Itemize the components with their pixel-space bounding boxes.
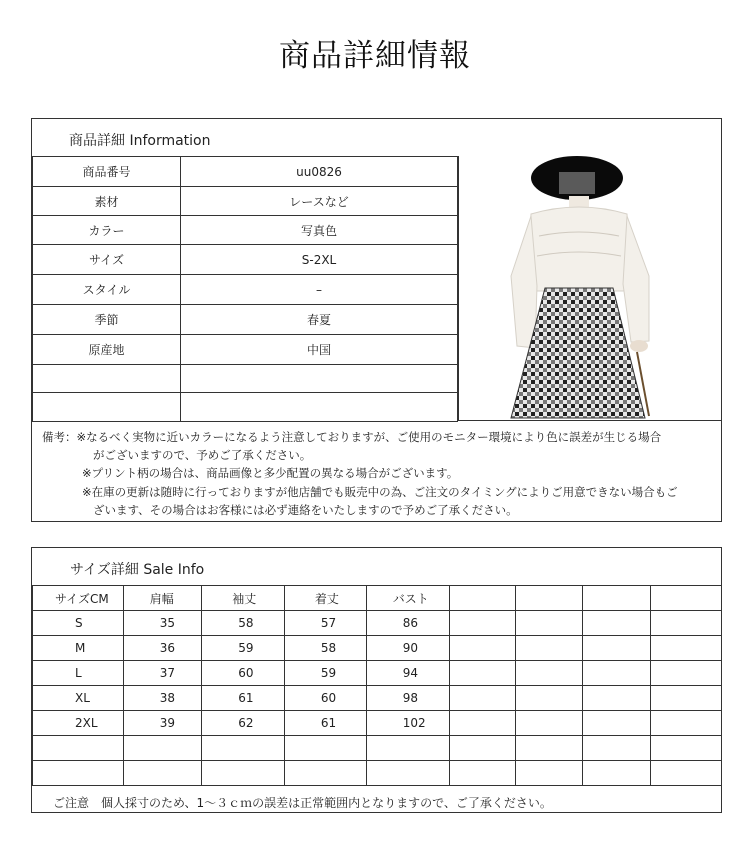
size-cell: 59: [284, 661, 366, 686]
size-cell: [651, 711, 722, 736]
note-line: がございますので、予めご了承ください。: [93, 448, 312, 462]
spec-row: [33, 365, 458, 393]
size-cell: 39: [123, 711, 202, 736]
size-cell: [582, 636, 651, 661]
size-cell: [651, 611, 722, 636]
size-cell: 61: [284, 711, 366, 736]
spec-row: [33, 393, 458, 422]
size-cell: 98: [366, 686, 449, 711]
size-row: [33, 661, 722, 686]
spec-label: 商品番号: [33, 157, 181, 187]
note-line: 備考：※なるべく実物に近いカラーになるよう注意しておりますが、ご使用のモニター環境により色に誤差が生じる場合: [42, 430, 662, 444]
size-cell: [582, 661, 651, 686]
size-cell: 37: [123, 661, 202, 686]
size-cell: L: [33, 661, 124, 686]
size-header-cell: [516, 586, 582, 611]
size-cell: 58: [202, 611, 285, 636]
size-cell: [33, 761, 124, 786]
size-cell: [202, 736, 285, 761]
size-cell: [366, 736, 449, 761]
spec-label: 素材: [33, 187, 181, 216]
spec-label: サイズ: [33, 245, 181, 275]
spec-row: [33, 305, 458, 335]
model-illustration: [459, 156, 721, 421]
spec-row: [33, 187, 458, 216]
size-header-cell: 袖丈: [202, 586, 285, 611]
size-cell: 58: [284, 636, 366, 661]
size-cell: [449, 711, 515, 736]
size-cell: [449, 761, 515, 786]
size-cell: [516, 661, 582, 686]
spec-value: [181, 393, 458, 422]
size-cell: 90: [366, 636, 449, 661]
size-row: [33, 736, 722, 761]
size-row: [33, 761, 722, 786]
size-cell: [449, 661, 515, 686]
size-cell: [449, 611, 515, 636]
size-cell: 35: [123, 611, 202, 636]
spec-value: 写真色: [181, 216, 458, 245]
size-cell: [582, 611, 651, 636]
size-cell: [516, 736, 582, 761]
size-cell: 59: [202, 636, 285, 661]
size-cell: 102: [366, 711, 449, 736]
size-cell: [123, 761, 202, 786]
size-header-cell: [651, 586, 722, 611]
size-cell: [449, 636, 515, 661]
spec-row: [33, 216, 458, 245]
spec-value: 春夏: [181, 305, 458, 335]
size-header-cell: 着丈: [284, 586, 366, 611]
spec-value: [181, 365, 458, 393]
size-row: [33, 686, 722, 711]
size-cell: [33, 736, 124, 761]
size-cell: 57: [284, 611, 366, 636]
spec-label: [33, 393, 181, 422]
spec-value: 中国: [181, 335, 458, 365]
size-cell: [516, 761, 582, 786]
note-line: ※プリント柄の場合は、商品画像と多少配置の異なる場合がございます。: [82, 466, 459, 480]
spec-label: スタイル: [33, 275, 181, 305]
size-cell: [366, 761, 449, 786]
spec-row: [33, 275, 458, 305]
size-header-cell: [449, 586, 515, 611]
spec-row: [33, 335, 458, 365]
size-row: [33, 711, 722, 736]
size-cell: [582, 736, 651, 761]
size-cell: 36: [123, 636, 202, 661]
spec-label: カラー: [33, 216, 181, 245]
note-line: ※在庫の更新は随時に行っておりますが他店舗でも販売中の為、ご注文のタイミングによりご用意できない場合もご: [82, 485, 678, 499]
size-cell: [202, 761, 285, 786]
size-cell: [651, 636, 722, 661]
size-heading: サイズ詳細 Sale Info: [70, 562, 205, 578]
size-header-row: [33, 586, 722, 611]
size-cell: 60: [202, 661, 285, 686]
size-cell: [449, 686, 515, 711]
size-cell: M: [33, 636, 124, 661]
size-header-cell: [582, 586, 651, 611]
spec-label: [33, 365, 181, 393]
detail-heading: 商品詳細 Information: [69, 133, 211, 149]
size-header: [32, 548, 721, 586]
size-cell: [516, 611, 582, 636]
note-line: ざいます、その場合はお客様には必ず連絡をいたしますので予めご了承ください。: [93, 503, 518, 517]
spec-value: S-2XL: [181, 245, 458, 275]
size-cell: [516, 711, 582, 736]
size-cell: [449, 736, 515, 761]
size-cell: [651, 736, 722, 761]
size-cell: 38: [123, 686, 202, 711]
size-cell: [651, 686, 722, 711]
size-row: [33, 636, 722, 661]
size-cell: [582, 686, 651, 711]
size-cell: 2XL: [33, 711, 124, 736]
spec-label: 季節: [33, 305, 181, 335]
size-cell: [582, 761, 651, 786]
size-cell: [582, 711, 651, 736]
size-cell: [123, 736, 202, 761]
size-cell: [284, 736, 366, 761]
size-section: [31, 547, 722, 813]
detail-header: [32, 119, 721, 157]
size-cell: XL: [33, 686, 124, 711]
size-cell: 62: [202, 711, 285, 736]
size-cell: 60: [284, 686, 366, 711]
size-row: [33, 611, 722, 636]
product-photo: [458, 156, 721, 421]
size-cell: [516, 636, 582, 661]
size-header-cell: サイズCM: [33, 586, 124, 611]
spec-row: [33, 245, 458, 275]
page-title: 商品詳細情報: [279, 38, 471, 74]
size-note: ご注意 個人採寸のため、1～３ｃｍの誤差は正常範囲内となりますので、ご了承ください。: [53, 796, 552, 810]
size-cell: 86: [366, 611, 449, 636]
size-table: [32, 585, 722, 786]
spec-value: uu0826: [181, 157, 458, 187]
size-cell: [651, 661, 722, 686]
size-header-cell: バスト: [366, 586, 449, 611]
spec-value: レースなど: [181, 187, 458, 216]
size-cell: 61: [202, 686, 285, 711]
size-cell: [651, 761, 722, 786]
spec-value: –: [181, 275, 458, 305]
size-cell: [516, 686, 582, 711]
size-cell: [284, 761, 366, 786]
size-cell: 94: [366, 661, 449, 686]
size-cell: S: [33, 611, 124, 636]
product-detail-section: [31, 118, 722, 522]
spec-row: [33, 157, 458, 187]
spec-label: 原産地: [33, 335, 181, 365]
spec-table: [32, 156, 458, 422]
size-header-cell: 肩幅: [123, 586, 202, 611]
